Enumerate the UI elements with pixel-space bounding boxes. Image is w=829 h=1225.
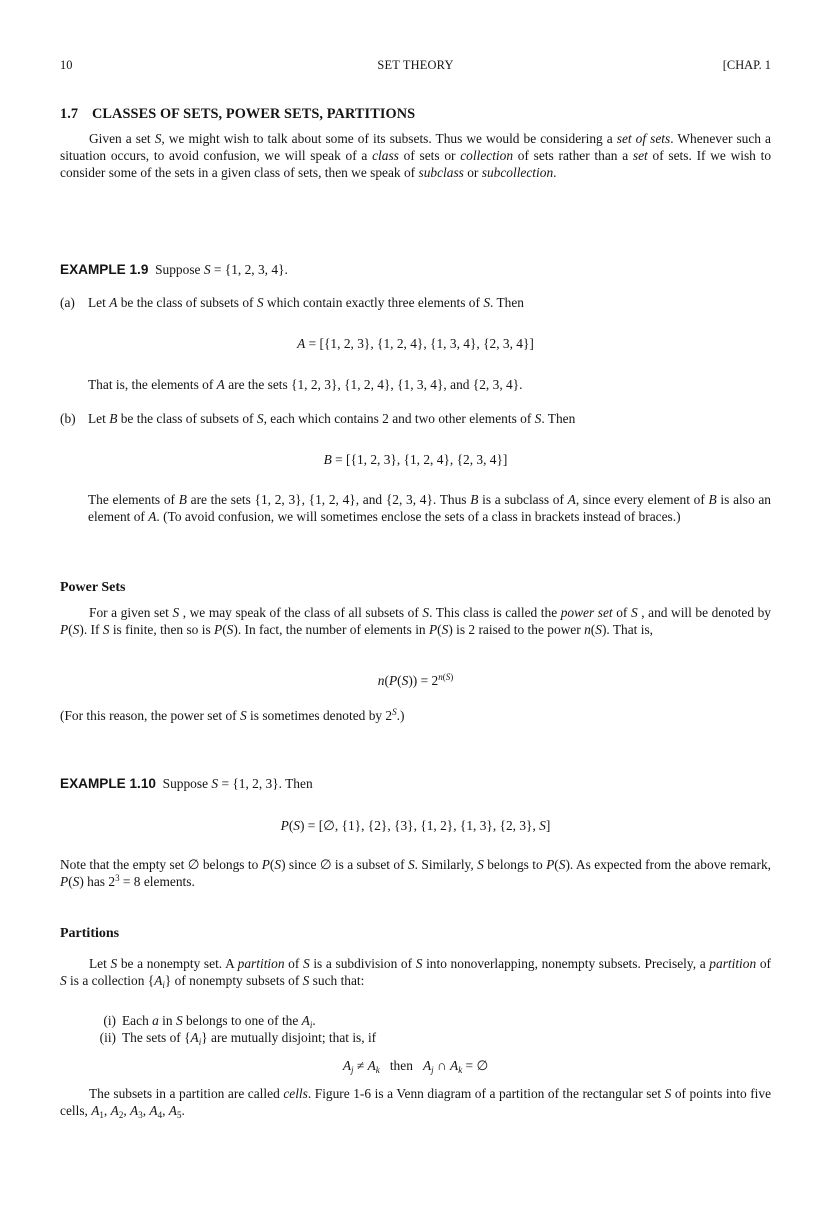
part-a-label: (a): [60, 295, 75, 310]
partitions-paragraph: Let S be a nonempty set. A partition of S is a subdivision of S into nonoverlapping, nonempty subsets. Precisely, a partition of S is a collection $\{A_i\}$ of nonempty subsets of S such that:: [60, 956, 771, 990]
example-label: EXAMPLE 1.10: [60, 776, 156, 791]
equation-class-b: B = [{1, 2, 3}, {1, 2, 4}, {2, 3, 4}]: [323, 452, 508, 467]
section-number: 1.7: [60, 106, 79, 122]
example-label: EXAMPLE 1.9: [60, 262, 149, 277]
item-i-label: (i): [103, 1013, 116, 1028]
page-header: [60, 57, 771, 75]
example-1-9-b-remark: The elements of B are the sets {1, 2, 3}, {1, 2, 4}, and {2, 3, 4}. Thus B is a subclass of A, since every element of B is also an element of A. (To avoid confusion, we will sometimes enclose the sets of a class in brackets instead of braces.): [88, 492, 771, 524]
equation-class-a: A = [{1, 2, 3}, {1, 2, 4}, {1, 3, 4}, {2, 3, 4}]: [297, 336, 534, 351]
running-title: SET THEORY: [377, 58, 454, 72]
example-1-9-heading: EXAMPLE 1.9 Suppose S = {1, 2, 3, 4}.: [60, 262, 288, 277]
partitions-heading: Partitions: [60, 926, 120, 941]
example-1-9-a-remark: That is, the elements of A are the sets {1, 2, 3}, {1, 2, 4}, {1, 3, 4}, and {2, 3, 4}.: [88, 377, 523, 392]
section-title-text: CLASSES OF SETS, POWER SETS, PARTITIONS: [92, 106, 416, 122]
power-set-notation-remark: (For this reason, the power set of S is sometimes denoted by $2^S$.): [60, 707, 405, 723]
equation-power-set: P(S) = [∅, {1}, {2}, {3}, {1, 2}, {1, 3}, {2, 3}, S]: [280, 818, 551, 833]
power-sets-paragraph: For a given set S , we may speak of the class of all subsets of S. This class is called the power set of S , and will be denoted by P(S). If S is finite, then so is P(S). In fact, the number of elements in P(S) is 2 raised to the power n(S). That is,: [60, 605, 771, 637]
page-number: 10: [60, 58, 73, 72]
example-1-10-remark: Note that the empty set ∅ belongs to P(S) since ∅ is a subset of S. Similarly, S belongs to P(S). As expected from the above remark, P(S) has $2^3 = 8$ elements.: [60, 857, 771, 889]
partitions-closing-paragraph: The subsets in a partition are called cells. Figure 1-6 is a Venn diagram of a partition of the rectangular set S of points into five cells, $A_1$, $A_2$, $A_3$, $A_4$, $A_5$.: [60, 1086, 772, 1120]
intro-paragraph: Given a set S, we might wish to talk about some of its subsets. Thus we would be considering a set of sets. Whenever such a situation occurs, to avoid confusion, we will speak of a class of sets or collection of sets rather than a set of sets. If we wish to consider some of the sets in a given class of sets, then we speak of subclass or subcollection.: [60, 131, 772, 180]
item-ii-label: (ii): [99, 1030, 116, 1045]
partition-condition-i: (i) Each a in S belongs to one of the $A_i$.: [90, 1012, 771, 1029]
equation-power-set-size: $n(P(S)) = 2^{n(S)}$: [377, 672, 454, 688]
power-sets-heading: Power Sets: [60, 580, 126, 595]
section-title: [60, 106, 771, 123]
partition-condition-ii: (ii) The sets of $\{A_i\}$ are mutually disjoint; that is, if: [90, 1029, 771, 1046]
equation-disjoint: $A_j \ne A_k$ then $A_j$ ∩ $A_k$ = ∅: [342, 1058, 489, 1075]
part-b-label: (b): [60, 411, 76, 426]
example-1-10-heading: EXAMPLE 1.10 Suppose S = {1, 2, 3}. Then: [60, 776, 313, 791]
chapter-label: [CHAP. 1: [722, 58, 771, 72]
